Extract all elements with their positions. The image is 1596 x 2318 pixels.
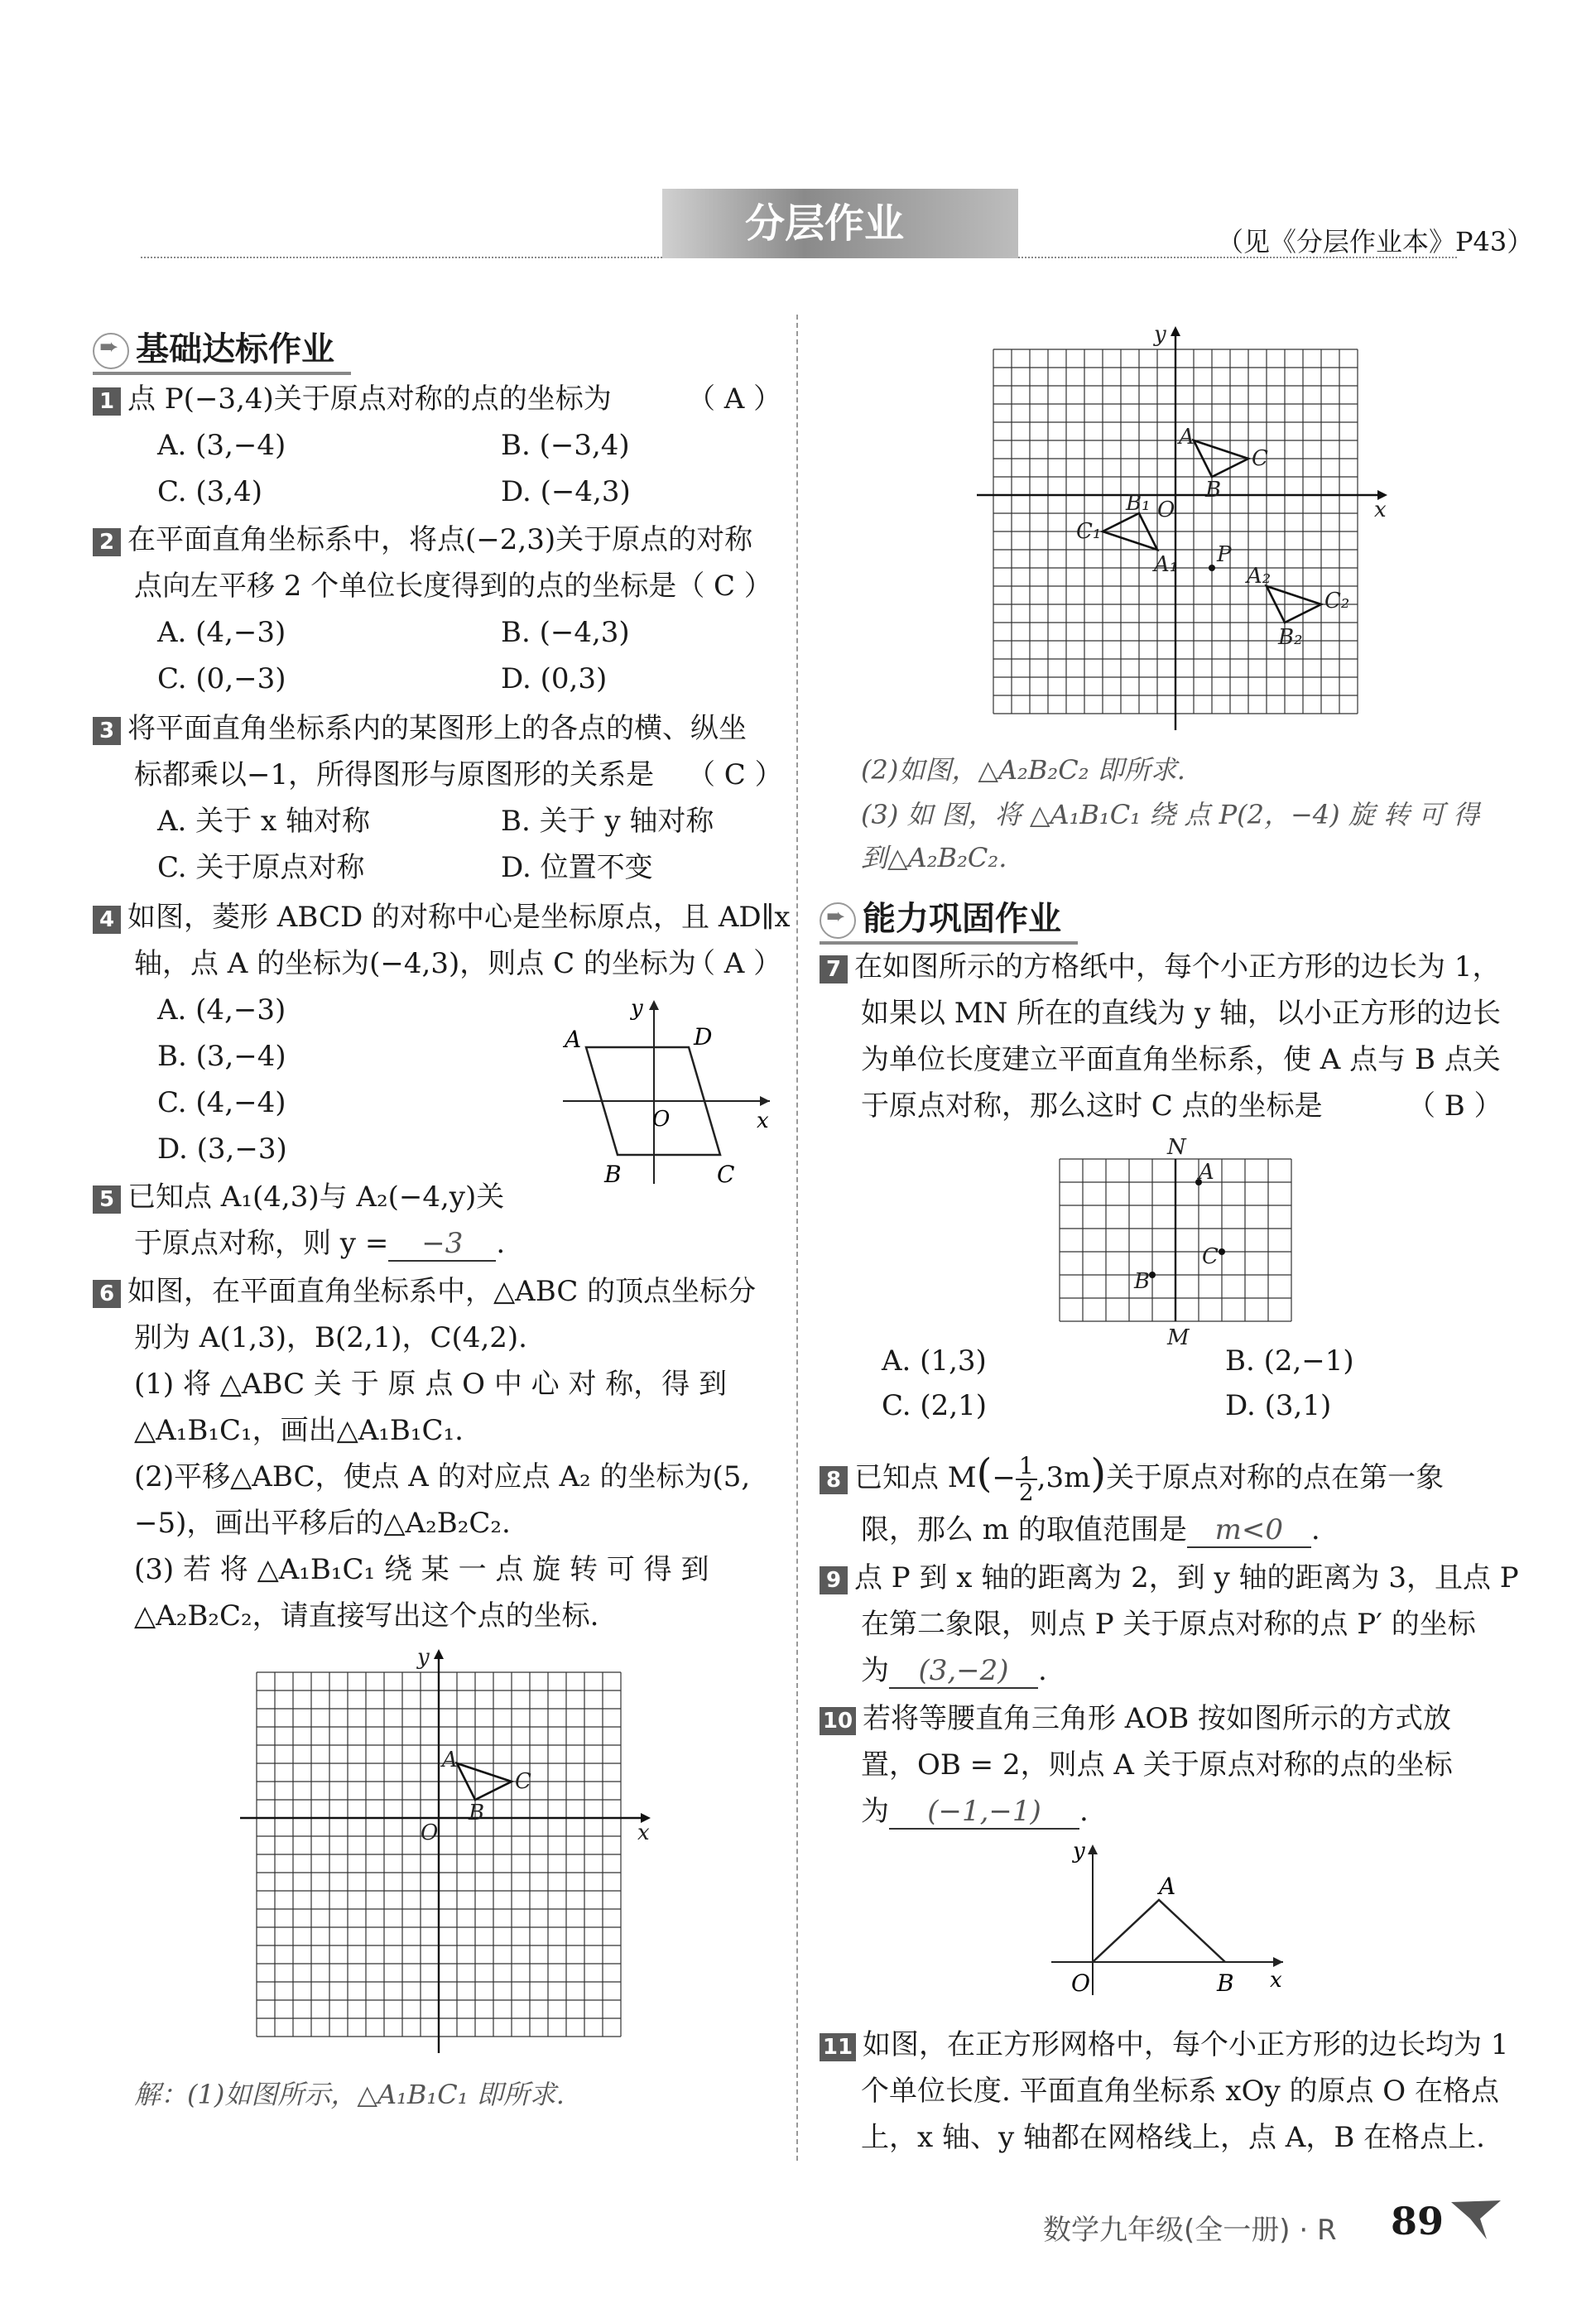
section-title-basic: ➨基础达标作业 [93, 323, 334, 370]
q4-label-c: C [717, 1161, 735, 1188]
label-n: N [1167, 1135, 1186, 1160]
q10-line2: 置，OB = 2，则点 A 关于原点对称的点的坐标 [861, 1748, 1453, 1782]
q4-option-c: C. (4,−4) [157, 1086, 286, 1119]
q6-solution-1: 解：(1)如图所示，△A₁B₁C₁ 即所求. [134, 2079, 565, 2110]
q3-answer: （ C ） [687, 758, 783, 791]
question-1: 1 点 P(−3,4)关于原点对称的点的坐标为 [93, 382, 612, 416]
q6-solution-2: (2)如图，△A₂B₂C₂ 即所求. [861, 754, 1185, 786]
q3-line2: 标都乘以−1，所得图形与原图形的关系是 [134, 758, 655, 791]
question-10: 10 若将等腰直角三角形 AOB 按如图所示的方式放 [820, 1702, 1451, 1735]
q10-label-b: B [1217, 1969, 1234, 1997]
origin-label: O [421, 1820, 439, 1845]
q6-line2: 别为 A(1,3)，B(2,1)，C(4,2). [134, 1321, 527, 1354]
q4-label-a: A [565, 1026, 582, 1053]
y-axis-arrow [434, 1649, 444, 1659]
q5-line2: 于原点对称，则 y = −3 . [134, 1227, 506, 1260]
q2-option-a: A. (4,−3) [157, 616, 286, 649]
q6-line7: (3) 若 将 △A₁B₁C₁ 绕 某 一 点 旋 转 可 得 到 [134, 1553, 709, 1586]
q6-line5: (2)平移△ABC，使点 A 的对应点 A₂ 的坐标为(5, [134, 1460, 751, 1493]
q6-solution-3-cont: 到△A₂B₂C₂. [861, 842, 1007, 873]
axis-label-y: y [1154, 322, 1166, 347]
q7-grid-figure [1043, 1134, 1291, 1350]
question-6: 6 如图，在平面直角坐标系中，△ABC 的顶点坐标分 [93, 1275, 756, 1308]
q8-answer-blank: m<0 [1187, 1513, 1311, 1548]
point-p [1209, 565, 1215, 571]
question-5: 5 已知点 A₁(4,3)与 A₂(−4,y)关 [93, 1181, 504, 1214]
q3-option-a: A. 关于 x 轴对称 [157, 805, 370, 838]
q4-option-d: D. (3,−3) [157, 1133, 287, 1166]
label-b: B [469, 1801, 485, 1825]
q6-line6: −5)，画出平移后的△A₂B₂C₂. [134, 1507, 511, 1540]
axis-label-y: y [417, 1645, 430, 1670]
q7-line3: 为单位长度建立平面直角坐标系，使 A 点与 B 点关 [861, 1043, 1501, 1076]
column-divider [796, 315, 798, 2161]
q2-option-b: B. (−4,3) [501, 616, 630, 649]
label-p: P [1217, 542, 1232, 567]
q11-line3: 上，x 轴、y 轴都在网格线上，点 A，B 在格点上. [861, 2121, 1485, 2154]
q1-option-d: D. (−4,3) [501, 475, 631, 508]
q7-option-d: D. (3,1) [1225, 1389, 1332, 1422]
q4-label-o: O [652, 1107, 671, 1132]
question-9: 9 点 P 到 x 轴的距离为 2，到 y 轴的距离为 3，且点 P [820, 1561, 1519, 1594]
footer-book-title: 数学九年级(全一册) · R [1043, 2214, 1337, 2247]
q6-line8: △A₂B₂C₂，请直接写出这个点的坐标. [134, 1599, 599, 1633]
label-a2: A₂ [1247, 564, 1272, 589]
q10-answer-blank: (−1,−1) [889, 1795, 1079, 1830]
section-banner: 分层作业 [662, 189, 1018, 258]
label-b1: B₁ [1126, 491, 1151, 516]
axis-label-x: x [1374, 498, 1387, 522]
label-c: C [1202, 1244, 1219, 1269]
q4-line2: 轴，点 A 的坐标为(−4,3)，则点 C 的坐标为 [134, 947, 696, 980]
workbook-reference: （见《分层作业本》P43） [1217, 226, 1534, 257]
point-b [1149, 1272, 1156, 1278]
corner-ornament-icon [1447, 2194, 1505, 2243]
q10-triangle-figure [1035, 1838, 1300, 2003]
q6-solution-3: (3) 如 图，将 △A₁B₁C₁ 绕 点 P(2，−4) 旋 转 可 得 [861, 799, 1480, 830]
q4-label-b: B [604, 1161, 622, 1188]
q3-option-d: D. 位置不变 [501, 851, 653, 884]
q8-frac-den: 2 [1018, 1479, 1034, 1506]
q2-line2: 点向左平移 2 个单位长度得到的点的坐标是（ C ） [134, 570, 772, 603]
axis-label-x: x [637, 1820, 650, 1845]
q7-option-b: B. (2,−1) [1225, 1344, 1354, 1378]
q4-answer: （ A ） [687, 947, 782, 980]
q7-line4: 于原点对称，那么这时 C 点的坐标是 [861, 1089, 1323, 1123]
page-number: 89 [1391, 2199, 1445, 2243]
question-2: 2 在平面直角坐标系中，将点(−2,3)关于原点的对称 [93, 523, 752, 556]
q11-line2: 个单位长度. 平面直角坐标系 xOy 的原点 O 在格点 [861, 2075, 1499, 2108]
q4-rhombus-figure [555, 993, 786, 1192]
q9-line3: 为 (3,−2) . [861, 1654, 1047, 1687]
q9-line2: 在第二象限，则点 P 关于原点对称的点 P′ 的坐标 [861, 1608, 1476, 1641]
arrow-icon [93, 333, 129, 369]
q1-option-a: A. (3,−4) [157, 429, 286, 462]
y-axis-arrow [1171, 326, 1180, 336]
q7-answer: （ B ） [1407, 1089, 1502, 1123]
q1-option-c: C. (3,4) [157, 475, 263, 508]
label-b: B [1205, 478, 1222, 503]
q6-grid-figure [232, 1647, 662, 2061]
label-a: A [442, 1748, 458, 1772]
question-11: 11 如图，在正方形网格中，每个小正方形的边长均为 1 [820, 2028, 1508, 2061]
q9-answer-blank: (3,−2) [889, 1654, 1038, 1689]
q6-line3: (1) 将 △ABC 关 于 原 点 O 中 心 对 称，得 到 [134, 1368, 728, 1401]
label-a: A [1199, 1160, 1214, 1185]
label-a1: A₁ [1154, 552, 1179, 577]
question-4: 4 如图，菱形 ABCD 的对称中心是坐标原点，且 AD∥x [93, 901, 791, 934]
section-title-ability: ➨能力巩固作业 [820, 892, 1061, 940]
question-3: 3 将平面直角坐标系内的某图形上的各点的横、纵坐 [93, 712, 747, 745]
q1-answer: （ A ） [687, 382, 782, 416]
label-c1: C₁ [1076, 519, 1102, 544]
q4-label-x: x [757, 1109, 769, 1133]
q4-label-y: y [631, 996, 643, 1021]
q6-solution-grid-figure [969, 322, 1399, 738]
arrow-icon [820, 902, 856, 939]
q10-label-x: x [1270, 1968, 1282, 1993]
point-c [1219, 1248, 1225, 1255]
origin-label: O [1157, 498, 1175, 522]
q10-label-y: y [1073, 1839, 1085, 1864]
label-b2: B₂ [1278, 625, 1303, 650]
label-c: C [515, 1769, 531, 1794]
q4-option-b: B. (3,−4) [157, 1040, 286, 1073]
label-b: B [1134, 1269, 1151, 1294]
question-7: 7 在如图所示的方格纸中，每个小正方形的边长为 1， [820, 950, 1500, 983]
q10-label-o: O [1071, 1969, 1090, 1997]
q4-option-a: A. (4,−3) [157, 993, 286, 1027]
q7-line2: 如果以 MN 所在的直线为 y 轴，以小正方形的边长 [861, 997, 1502, 1030]
q6-line4: △A₁B₁C₁，画出△A₁B₁C₁. [134, 1414, 464, 1447]
q5-answer-blank: −3 [388, 1227, 496, 1262]
label-c: C [1252, 446, 1268, 471]
q3-option-b: B. 关于 y 轴对称 [501, 805, 714, 838]
q2-option-d: D. (0,3) [501, 662, 608, 695]
q2-option-c: C. (0,−3) [157, 662, 286, 695]
q4-label-d: D [694, 1023, 713, 1051]
q7-option-c: C. (2,1) [882, 1389, 988, 1422]
q1-option-b: B. (−3,4) [501, 429, 630, 462]
label-c2: C₂ [1324, 589, 1350, 613]
q10-label-a: A [1159, 1873, 1176, 1900]
label-m: M [1167, 1325, 1190, 1350]
q8-frac-num: 1 [1016, 1454, 1037, 1480]
q10-line3: 为 (−1,−1) . [861, 1795, 1089, 1828]
question-8: 8 已知点 M(− $\frac{1}{2}$ ,3m)关于原点对称的点在第一象 [820, 1450, 1444, 1505]
q7-option-a: A. (1,3) [882, 1344, 987, 1378]
label-a: A [1179, 425, 1195, 450]
q3-option-c: C. 关于原点对称 [157, 851, 365, 884]
q8-line2: 限，那么 m 的取值范围是 m<0 . [861, 1513, 1320, 1546]
